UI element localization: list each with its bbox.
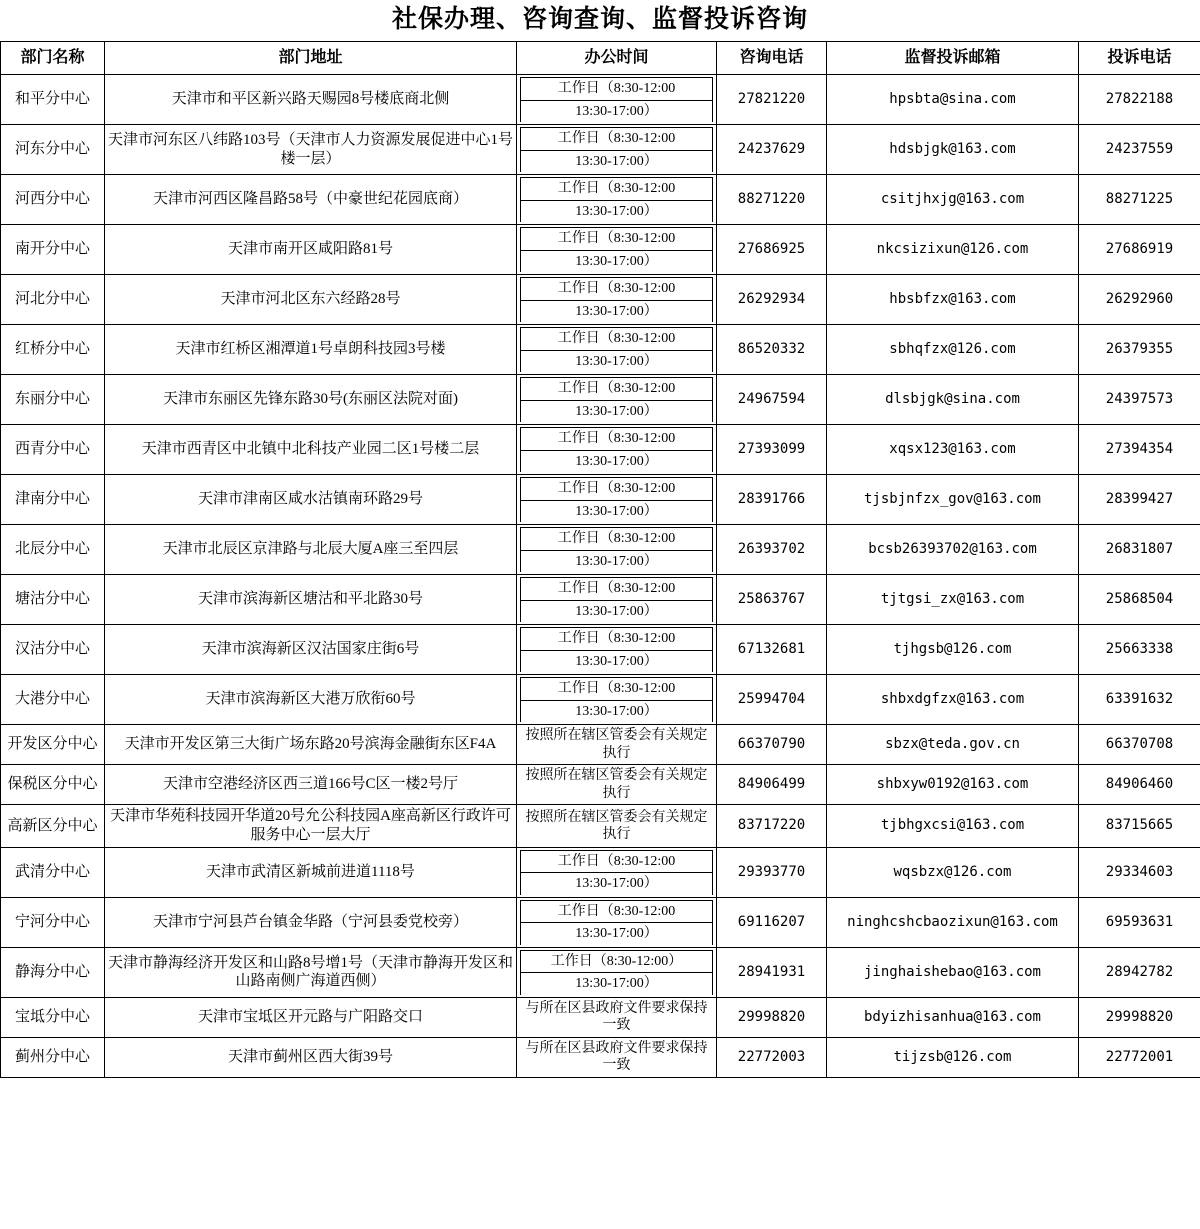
- cell-dept: 红桥分中心: [1, 325, 105, 375]
- cell-mail: hpsbta@sina.com: [827, 75, 1079, 125]
- cell-tel: 88271220: [717, 175, 827, 225]
- table-row: [1, 325, 1200, 375]
- table-row: [1, 1037, 1200, 1077]
- cell-hours: [517, 175, 717, 225]
- cell-address: 天津市宝坻区开元路与广阳路交口: [105, 997, 517, 1037]
- cell-dept: 北辰分中心: [1, 525, 105, 575]
- cell-tel: 26393702: [717, 525, 827, 575]
- table-row: [1, 75, 1200, 125]
- table-row: [1, 805, 1200, 848]
- cell-tel: 29998820: [717, 997, 827, 1037]
- cell-dept: 西青分中心: [1, 425, 105, 475]
- hours-afternoon: 13:30-17:00）: [521, 973, 713, 995]
- cell-complaint-tel: 25868504: [1079, 575, 1200, 625]
- cell-tel: 66370790: [717, 725, 827, 765]
- cell-dept: 开发区分中心: [1, 725, 105, 765]
- table-row: [1, 625, 1200, 675]
- cell-complaint-tel: 63391632: [1079, 675, 1200, 725]
- cell-tel: 28941931: [717, 947, 827, 997]
- cell-complaint-tel: 84906460: [1079, 765, 1200, 805]
- cell-hours: [517, 75, 717, 125]
- column-header-tel: 咨询电话: [717, 42, 827, 75]
- cell-hours: 按照所在辖区管委会有关规定执行: [517, 765, 717, 805]
- hours-afternoon: 13:30-17:00）: [521, 700, 713, 722]
- hours-afternoon: 13:30-17:00）: [521, 550, 713, 572]
- cell-complaint-tel: 83715665: [1079, 805, 1200, 848]
- cell-dept: 南开分中心: [1, 225, 105, 275]
- cell-address: 天津市河东区八纬路103号（天津市人力资源发展促进中心1号楼一层）: [105, 125, 517, 175]
- cell-dept: 津南分中心: [1, 475, 105, 525]
- cell-complaint-tel: 27686919: [1079, 225, 1200, 275]
- cell-hours: [517, 425, 717, 475]
- cell-dept: 保税区分中心: [1, 765, 105, 805]
- cell-address: 天津市和平区新兴路天赐园8号楼底商北侧: [105, 75, 517, 125]
- cell-tel: 29393770: [717, 847, 827, 897]
- hours-morning: 工作日（8:30-12:00: [521, 900, 713, 923]
- cell-address: 天津市滨海新区汉沽国家庄街6号: [105, 625, 517, 675]
- table-header-row: [1, 42, 1200, 75]
- cell-complaint-tel: 24397573: [1079, 375, 1200, 425]
- hours-morning: 工作日（8:30-12:00: [521, 328, 713, 351]
- cell-complaint-tel: 26379355: [1079, 325, 1200, 375]
- cell-address: 天津市河西区隆昌路58号（中豪世纪花园底商）: [105, 175, 517, 225]
- hours-morning: 工作日（8:30-12:00: [521, 578, 713, 601]
- cell-dept: 东丽分中心: [1, 375, 105, 425]
- table-row: [1, 897, 1200, 947]
- cell-address: 天津市华苑科技园开华道20号允公科技园A座高新区行政许可服务中心一层大厅: [105, 805, 517, 848]
- cell-address: 天津市静海经济开发区和山路8号增1号（天津市静海开发区和山路南侧广海道西侧）: [105, 947, 517, 997]
- cell-hours: [517, 225, 717, 275]
- cell-address: 天津市河北区东六经路28号: [105, 275, 517, 325]
- cell-mail: tijzsb@126.com: [827, 1037, 1079, 1077]
- hours-morning: 工作日（8:30-12:00: [521, 478, 713, 501]
- hours-morning: 工作日（8:30-12:00: [521, 128, 713, 151]
- cell-complaint-tel: 24237559: [1079, 125, 1200, 175]
- cell-address: 天津市红桥区湘潭道1号卓朗科技园3号楼: [105, 325, 517, 375]
- cell-tel: 28391766: [717, 475, 827, 525]
- cell-dept: 静海分中心: [1, 947, 105, 997]
- cell-dept: 塘沽分中心: [1, 575, 105, 625]
- cell-dept: 大港分中心: [1, 675, 105, 725]
- column-header-complaint-tel: 投诉电话: [1079, 42, 1200, 75]
- hours-morning: 工作日（8:30-12:00: [521, 428, 713, 451]
- cell-tel: 22772003: [717, 1037, 827, 1077]
- table-row: [1, 675, 1200, 725]
- cell-address: 天津市滨海新区塘沽和平北路30号: [105, 575, 517, 625]
- hours-afternoon: 13:30-17:00）: [521, 200, 713, 222]
- cell-complaint-tel: 28942782: [1079, 947, 1200, 997]
- cell-dept: 武清分中心: [1, 847, 105, 897]
- hours-afternoon: 13:30-17:00）: [521, 923, 713, 945]
- cell-complaint-tel: 25663338: [1079, 625, 1200, 675]
- cell-hours: [517, 897, 717, 947]
- hours-afternoon: 13:30-17:00）: [521, 873, 713, 895]
- hours-afternoon: 13:30-17:00）: [521, 350, 713, 372]
- column-header-mail: 监督投诉邮箱: [827, 42, 1079, 75]
- hours-morning: 工作日（8:30-12:00: [521, 228, 713, 251]
- cell-dept: 和平分中心: [1, 75, 105, 125]
- cell-mail: ninghcshcbaozixun@163.com: [827, 897, 1079, 947]
- cell-complaint-tel: 26292960: [1079, 275, 1200, 325]
- hours-afternoon: 13:30-17:00）: [521, 400, 713, 422]
- cell-address: 天津市开发区第三大街广场东路20号滨海金融街东区F4A: [105, 725, 517, 765]
- cell-tel: 25863767: [717, 575, 827, 625]
- cell-hours: [517, 947, 717, 997]
- cell-complaint-tel: 27822188: [1079, 75, 1200, 125]
- hours-morning: 工作日（8:30-12:00: [521, 278, 713, 301]
- cell-mail: sbzx@teda.gov.cn: [827, 725, 1079, 765]
- cell-tel: 84906499: [717, 765, 827, 805]
- cell-complaint-tel: 29998820: [1079, 997, 1200, 1037]
- cell-hours: [517, 675, 717, 725]
- cell-dept: 河北分中心: [1, 275, 105, 325]
- cell-dept: 宝坻分中心: [1, 997, 105, 1037]
- hours-morning: 工作日（8:30-12:00）: [521, 950, 713, 973]
- cell-complaint-tel: 27394354: [1079, 425, 1200, 475]
- cell-mail: nkcsizixun@126.com: [827, 225, 1079, 275]
- column-header-hours: 办公时间: [517, 42, 717, 75]
- cell-mail: csitjhxjg@163.com: [827, 175, 1079, 225]
- cell-mail: hbsbfzx@163.com: [827, 275, 1079, 325]
- table-row: [1, 425, 1200, 475]
- hours-afternoon: 13:30-17:00）: [521, 100, 713, 122]
- cell-mail: bcsb26393702@163.com: [827, 525, 1079, 575]
- hours-morning: 工作日（8:30-12:00: [521, 78, 713, 101]
- cell-hours: 与所在区县政府文件要求保持一致: [517, 997, 717, 1037]
- cell-hours: 与所在区县政府文件要求保持一致: [517, 1037, 717, 1077]
- cell-complaint-tel: 29334603: [1079, 847, 1200, 897]
- cell-address: 天津市滨海新区大港万欣衔60号: [105, 675, 517, 725]
- table-row: [1, 125, 1200, 175]
- table-row: [1, 947, 1200, 997]
- table-row: [1, 175, 1200, 225]
- cell-hours: [517, 847, 717, 897]
- cell-address: 天津市北辰区京津路与北辰大厦A座三至四层: [105, 525, 517, 575]
- cell-hours: [517, 575, 717, 625]
- cell-address: 天津市宁河县芦台镇金华路（宁河县委党校旁）: [105, 897, 517, 947]
- cell-tel: 24967594: [717, 375, 827, 425]
- cell-hours: [517, 275, 717, 325]
- cell-dept: 蓟州分中心: [1, 1037, 105, 1077]
- cell-address: 天津市西青区中北镇中北科技产业园二区1号楼二层: [105, 425, 517, 475]
- cell-address: 天津市蓟州区西大街39号: [105, 1037, 517, 1077]
- table-row: [1, 525, 1200, 575]
- hours-afternoon: 13:30-17:00）: [521, 500, 713, 522]
- table-row: [1, 475, 1200, 525]
- cell-complaint-tel: 88271225: [1079, 175, 1200, 225]
- cell-mail: hdsbjgk@163.com: [827, 125, 1079, 175]
- table-row: [1, 275, 1200, 325]
- cell-mail: xqsx123@163.com: [827, 425, 1079, 475]
- hours-afternoon: 13:30-17:00）: [521, 300, 713, 322]
- table-row: [1, 765, 1200, 805]
- cell-hours: [517, 125, 717, 175]
- hours-morning: 工作日（8:30-12:00: [521, 528, 713, 551]
- cell-address: 天津市东丽区先锋东路30号(东丽区法院对面): [105, 375, 517, 425]
- hours-afternoon: 13:30-17:00）: [521, 250, 713, 272]
- cell-mail: tjtgsi_zx@163.com: [827, 575, 1079, 625]
- page-title: 社保办理、咨询查询、监督投诉咨询: [391, 6, 808, 33]
- cell-tel: 26292934: [717, 275, 827, 325]
- table-row: [1, 575, 1200, 625]
- hours-afternoon: 13:30-17:00）: [521, 150, 713, 172]
- cell-hours: [517, 525, 717, 575]
- cell-tel: 86520332: [717, 325, 827, 375]
- table-row: [1, 375, 1200, 425]
- cell-mail: shbxyw0192@163.com: [827, 765, 1079, 805]
- table-body: [1, 75, 1200, 1078]
- cell-complaint-tel: 66370708: [1079, 725, 1200, 765]
- cell-hours: [517, 475, 717, 525]
- cell-mail: bdyizhisanhua@163.com: [827, 997, 1079, 1037]
- cell-hours: [517, 625, 717, 675]
- cell-mail: dlsbjgk@sina.com: [827, 375, 1079, 425]
- cell-tel: 27393099: [717, 425, 827, 475]
- cell-mail: sbhqfzx@126.com: [827, 325, 1079, 375]
- cell-mail: tjbhgxcsi@163.com: [827, 805, 1079, 848]
- hours-afternoon: 13:30-17:00）: [521, 650, 713, 672]
- cell-tel: 27686925: [717, 225, 827, 275]
- cell-dept: 河西分中心: [1, 175, 105, 225]
- table-row: [1, 225, 1200, 275]
- cell-tel: 69116207: [717, 897, 827, 947]
- cell-mail: shbxdgfzx@163.com: [827, 675, 1079, 725]
- cell-address: 天津市南开区咸阳路81号: [105, 225, 517, 275]
- cell-dept: 汉沽分中心: [1, 625, 105, 675]
- hours-morning: 工作日（8:30-12:00: [521, 178, 713, 201]
- cell-tel: 27821220: [717, 75, 827, 125]
- table-row: [1, 997, 1200, 1037]
- hours-morning: 工作日（8:30-12:00: [521, 678, 713, 701]
- hours-afternoon: 13:30-17:00）: [521, 450, 713, 472]
- hours-afternoon: 13:30-17:00）: [521, 600, 713, 622]
- cell-mail: tjhgsb@126.com: [827, 625, 1079, 675]
- cell-complaint-tel: 22772001: [1079, 1037, 1200, 1077]
- cell-complaint-tel: 26831807: [1079, 525, 1200, 575]
- table-row: [1, 725, 1200, 765]
- cell-hours: [517, 375, 717, 425]
- social-security-offices-table: [0, 41, 1200, 1078]
- cell-mail: wqsbzx@126.com: [827, 847, 1079, 897]
- cell-complaint-tel: 69593631: [1079, 897, 1200, 947]
- hours-morning: 工作日（8:30-12:00: [521, 850, 713, 873]
- cell-tel: 24237629: [717, 125, 827, 175]
- cell-hours: [517, 325, 717, 375]
- cell-complaint-tel: 28399427: [1079, 475, 1200, 525]
- cell-hours: 按照所在辖区管委会有关规定执行: [517, 725, 717, 765]
- cell-tel: 67132681: [717, 625, 827, 675]
- column-header-address: 部门地址: [105, 42, 517, 75]
- cell-dept: 高新区分中心: [1, 805, 105, 848]
- table-row: [1, 847, 1200, 897]
- cell-tel: 25994704: [717, 675, 827, 725]
- cell-address: 天津市空港经济区西三道166号C区一楼2号厅: [105, 765, 517, 805]
- cell-mail: jinghaishebao@163.com: [827, 947, 1079, 997]
- cell-dept: 宁河分中心: [1, 897, 105, 947]
- cell-dept: 河东分中心: [1, 125, 105, 175]
- cell-address: 天津市津南区咸水沽镇南环路29号: [105, 475, 517, 525]
- cell-address: 天津市武清区新城前进道1118号: [105, 847, 517, 897]
- hours-morning: 工作日（8:30-12:00: [521, 378, 713, 401]
- cell-tel: 83717220: [717, 805, 827, 848]
- cell-mail: tjsbjnfzx_gov@163.com: [827, 475, 1079, 525]
- hours-morning: 工作日（8:30-12:00: [521, 628, 713, 651]
- cell-hours: 按照所在辖区管委会有关规定执行: [517, 805, 717, 848]
- column-header-dept: 部门名称: [1, 42, 105, 75]
